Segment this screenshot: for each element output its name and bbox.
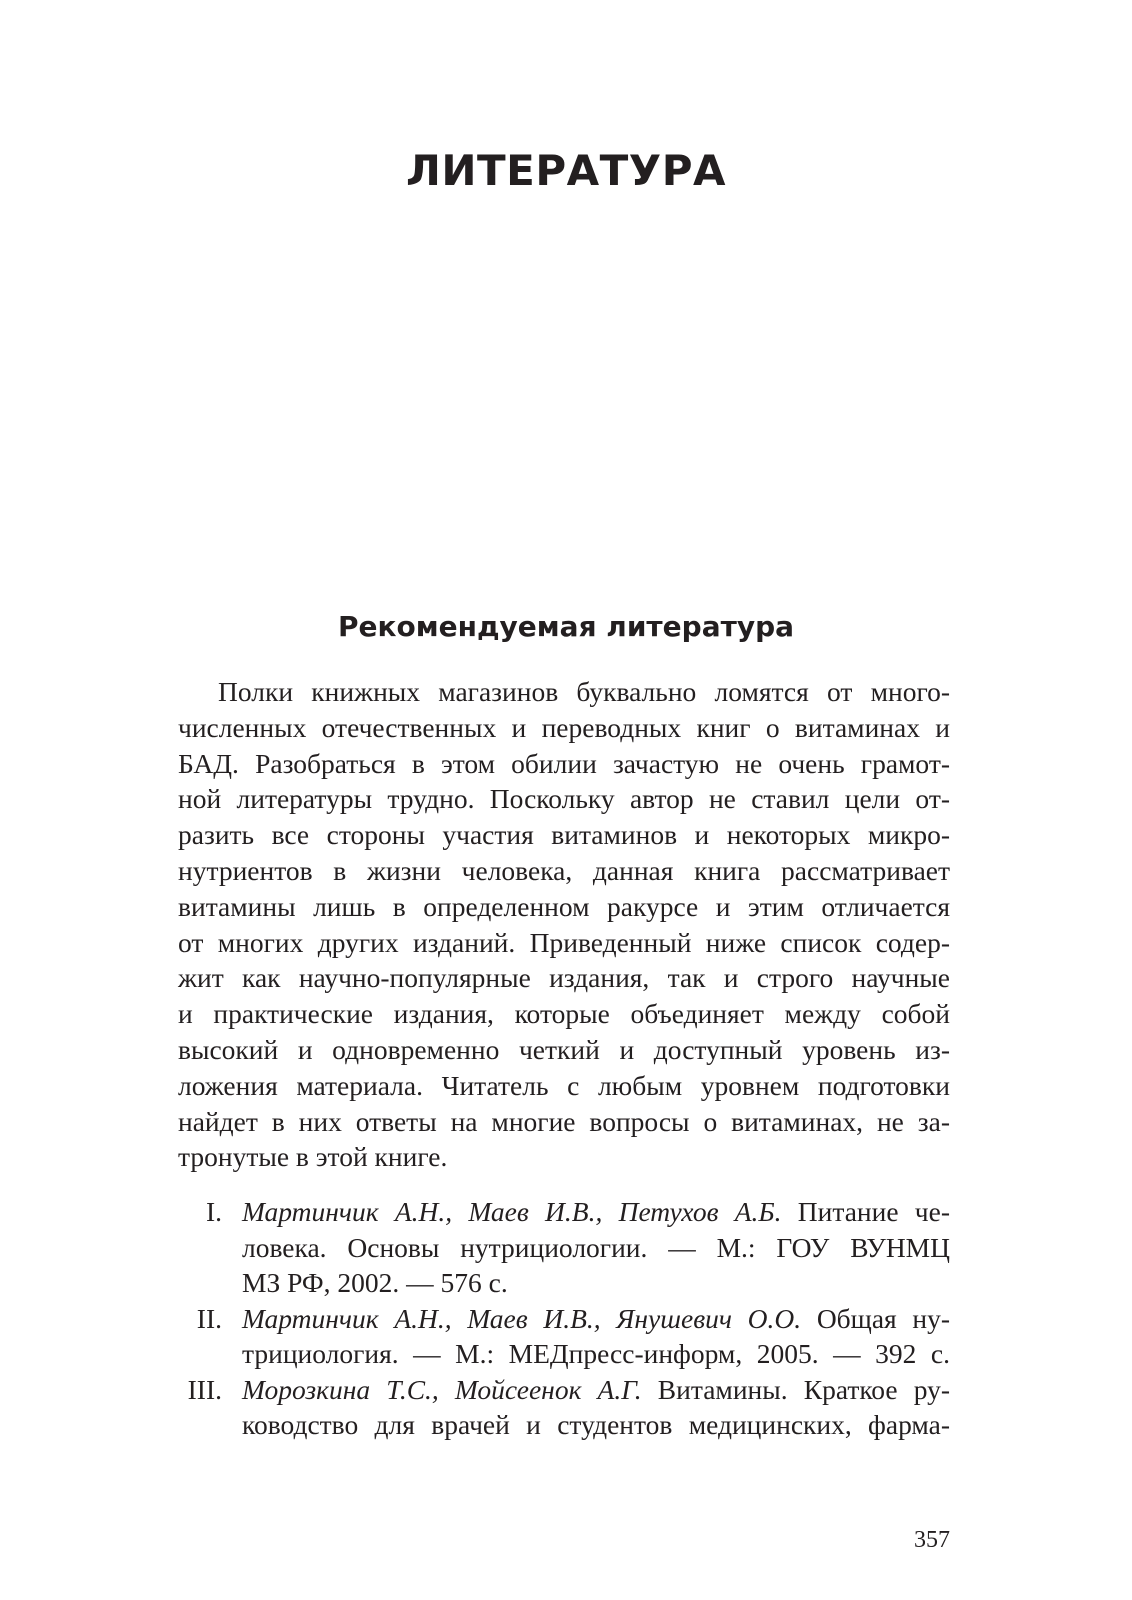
reference-line: трициология. — М.: МЕДпресс-информ, 2005. — 392 с.	[242, 1338, 950, 1369]
intro-line: БАД. Разобраться в этом обилии зачастую не очень грамот-	[178, 747, 950, 779]
reference-line	[242, 1194, 950, 1230]
reference-title: Питание че-	[781, 1196, 950, 1227]
intro-line: от многих других изданий. Приведенный ниже список содер-	[178, 926, 950, 958]
reference-authors: Мартинчик А.Н., Маев И.В., Янушевич О.О.	[242, 1302, 802, 1334]
reference-item	[0, 1194, 1132, 1301]
reference-text	[242, 1372, 950, 1443]
reference-number: I.	[205, 1196, 222, 1227]
intro-line: ложения материала. Читатель с любым уровнем подготовки	[178, 1069, 950, 1101]
intro-line: Полки книжных магазинов буквально ломятся от много-	[218, 676, 950, 707]
section-title: Рекомендуемая литература	[337, 610, 795, 643]
intro-paragraph	[178, 674, 950, 1175]
page-title: ЛИТЕРАТУРА	[406, 146, 726, 195]
page-number: 357	[914, 1527, 950, 1553]
reference-text	[242, 1194, 950, 1301]
intro-line: витамины лишь в определенном ракурсе и этим отличается	[178, 890, 950, 922]
reference-title: Витамины. Краткое ру-	[641, 1373, 950, 1405]
reference-line: МЗ РФ, 2002. — 576 с.	[242, 1267, 508, 1298]
intro-line: найдет в них ответы на многие вопросы о витаминах, не за-	[178, 1105, 950, 1137]
intro-line: и практические издания, которые объединяет между собой	[178, 998, 950, 1030]
reference-authors: Морозкина Т.С., Мойсеенок А.Г.	[242, 1373, 642, 1405]
intro-line: разить все стороны участия витаминов и некоторых микро-	[178, 819, 950, 851]
reference-number: III.	[187, 1373, 222, 1405]
reference-line: ловека. Основы нутрициологии. — М.: ГОУ ВУНМЦ	[242, 1231, 950, 1263]
reference-number: II.	[196, 1302, 222, 1334]
reference-text	[242, 1301, 950, 1372]
intro-line: ной литературы трудно. Поскольку автор не ставил цели от-	[178, 783, 950, 815]
intro-line: нутриентов в жизни человека, данная книга рассматривает	[178, 854, 950, 886]
reference-list	[0, 1194, 1132, 1443]
reference-line	[242, 1301, 950, 1337]
intro-line: жит как научно-популярные издания, так и строго научные	[178, 962, 950, 994]
intro-line: тронутые в этой книге.	[178, 1141, 448, 1173]
intro-line: высокий и одновременно четкий и доступный уровень из-	[178, 1033, 950, 1065]
reference-line	[242, 1372, 950, 1408]
reference-item	[0, 1372, 1132, 1443]
reference-authors: Мартинчик А.Н., Маев И.В., Петухов А.Б.	[242, 1196, 782, 1227]
reference-item	[0, 1301, 1132, 1372]
intro-line: численных отечественных и переводных книг о витаминах и	[178, 711, 950, 743]
reference-title: Общая ну-	[801, 1302, 950, 1334]
reference-line: ководство для врачей и студентов медицинских, фарма-	[242, 1409, 950, 1440]
